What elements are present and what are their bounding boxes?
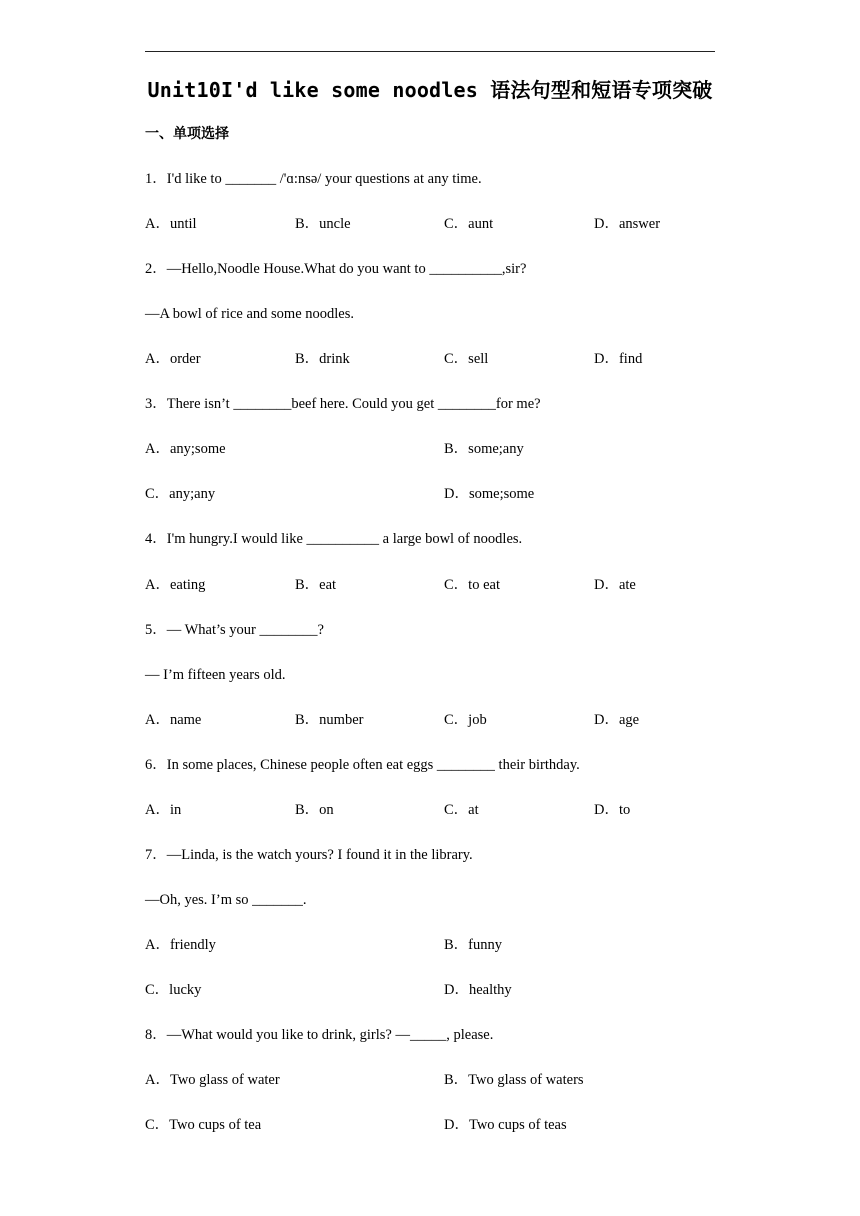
question-8-option-d[interactable]: D．Two cups of teas bbox=[444, 1117, 567, 1133]
question-4-option-a[interactable]: A．eating bbox=[145, 577, 206, 593]
question-6-option-b[interactable]: B．on bbox=[295, 802, 334, 818]
question-1-option-b[interactable]: B．uncle bbox=[295, 216, 351, 232]
document-title: Unit10I'd like some noodles 语法句型和短语专项突破 bbox=[147, 78, 713, 102]
question-7-option-c[interactable]: C．lucky bbox=[145, 982, 202, 998]
question-1-option-d[interactable]: D．answer bbox=[594, 216, 661, 232]
question-5-option-c[interactable]: C．job bbox=[444, 712, 487, 728]
question-7-option-d[interactable]: D．healthy bbox=[444, 982, 512, 998]
question-2-option-a[interactable]: A．order bbox=[145, 351, 201, 367]
question-1-option-c[interactable]: C．aunt bbox=[444, 216, 494, 232]
question-2-option-b[interactable]: B．drink bbox=[295, 351, 350, 367]
question-2-option-c[interactable]: C．sell bbox=[444, 351, 489, 367]
question-7-option-a[interactable]: A．friendly bbox=[145, 937, 216, 953]
question-1-stem: 1．I'd like to _______ /'ɑ:nsə/ your questions at any time. bbox=[145, 171, 482, 187]
question-7-stem: 7．—Linda, is the watch yours? I found it in the library. bbox=[145, 847, 473, 863]
question-3-stem: 3．There isn’t ________beef here. Could you get ________for me? bbox=[145, 396, 541, 412]
question-3-option-b[interactable]: B．some;any bbox=[444, 441, 524, 457]
question-5-option-a[interactable]: A．name bbox=[145, 712, 202, 728]
question-8-option-a[interactable]: A．Two glass of water bbox=[145, 1072, 280, 1088]
question-6-stem: 6．In some places, Chinese people often eat eggs ________ their birthday. bbox=[145, 757, 580, 773]
question-3-option-a[interactable]: A．any;some bbox=[145, 441, 226, 457]
question-2-stem-line-2: —A bowl of rice and some noodles. bbox=[145, 306, 355, 322]
section-heading: 一、单项选择 bbox=[145, 126, 229, 142]
question-1-option-a[interactable]: A．until bbox=[145, 216, 197, 232]
question-8-option-c[interactable]: C．Two cups of tea bbox=[145, 1117, 262, 1133]
question-4-option-c[interactable]: C．to eat bbox=[444, 577, 500, 593]
question-3-option-d[interactable]: D．some;some bbox=[444, 486, 535, 502]
question-5-option-d[interactable]: D．age bbox=[594, 712, 640, 728]
question-6-option-c[interactable]: C．at bbox=[444, 802, 479, 818]
question-4-option-b[interactable]: B．eat bbox=[295, 577, 337, 593]
question-4-stem: 4．I'm hungry.I would like __________ a large bowl of noodles. bbox=[145, 531, 523, 547]
question-4-option-d[interactable]: D．ate bbox=[594, 577, 636, 593]
question-5-option-b[interactable]: B．number bbox=[295, 712, 364, 728]
question-8-option-b[interactable]: B．Two glass of waters bbox=[444, 1072, 584, 1088]
question-7-stem-line-2: —Oh, yes. I’m so _______. bbox=[145, 892, 307, 908]
question-8-stem: 8．—What would you like to drink, girls? —_____, please. bbox=[145, 1027, 494, 1043]
question-7-option-b[interactable]: B．funny bbox=[444, 937, 502, 953]
question-5-stem-line-2: — I’m fifteen years old. bbox=[145, 667, 286, 683]
question-2-option-d[interactable]: D．find bbox=[594, 351, 643, 367]
question-6-option-d[interactable]: D．to bbox=[594, 802, 631, 818]
question-2-stem: 2．—Hello,Noodle House.What do you want to __________,sir? bbox=[145, 261, 527, 277]
question-5-stem: 5．— What’s your ________? bbox=[145, 622, 324, 638]
question-3-option-c[interactable]: C．any;any bbox=[145, 486, 216, 502]
header-rule bbox=[145, 51, 715, 52]
question-6-option-a[interactable]: A．in bbox=[145, 802, 182, 818]
